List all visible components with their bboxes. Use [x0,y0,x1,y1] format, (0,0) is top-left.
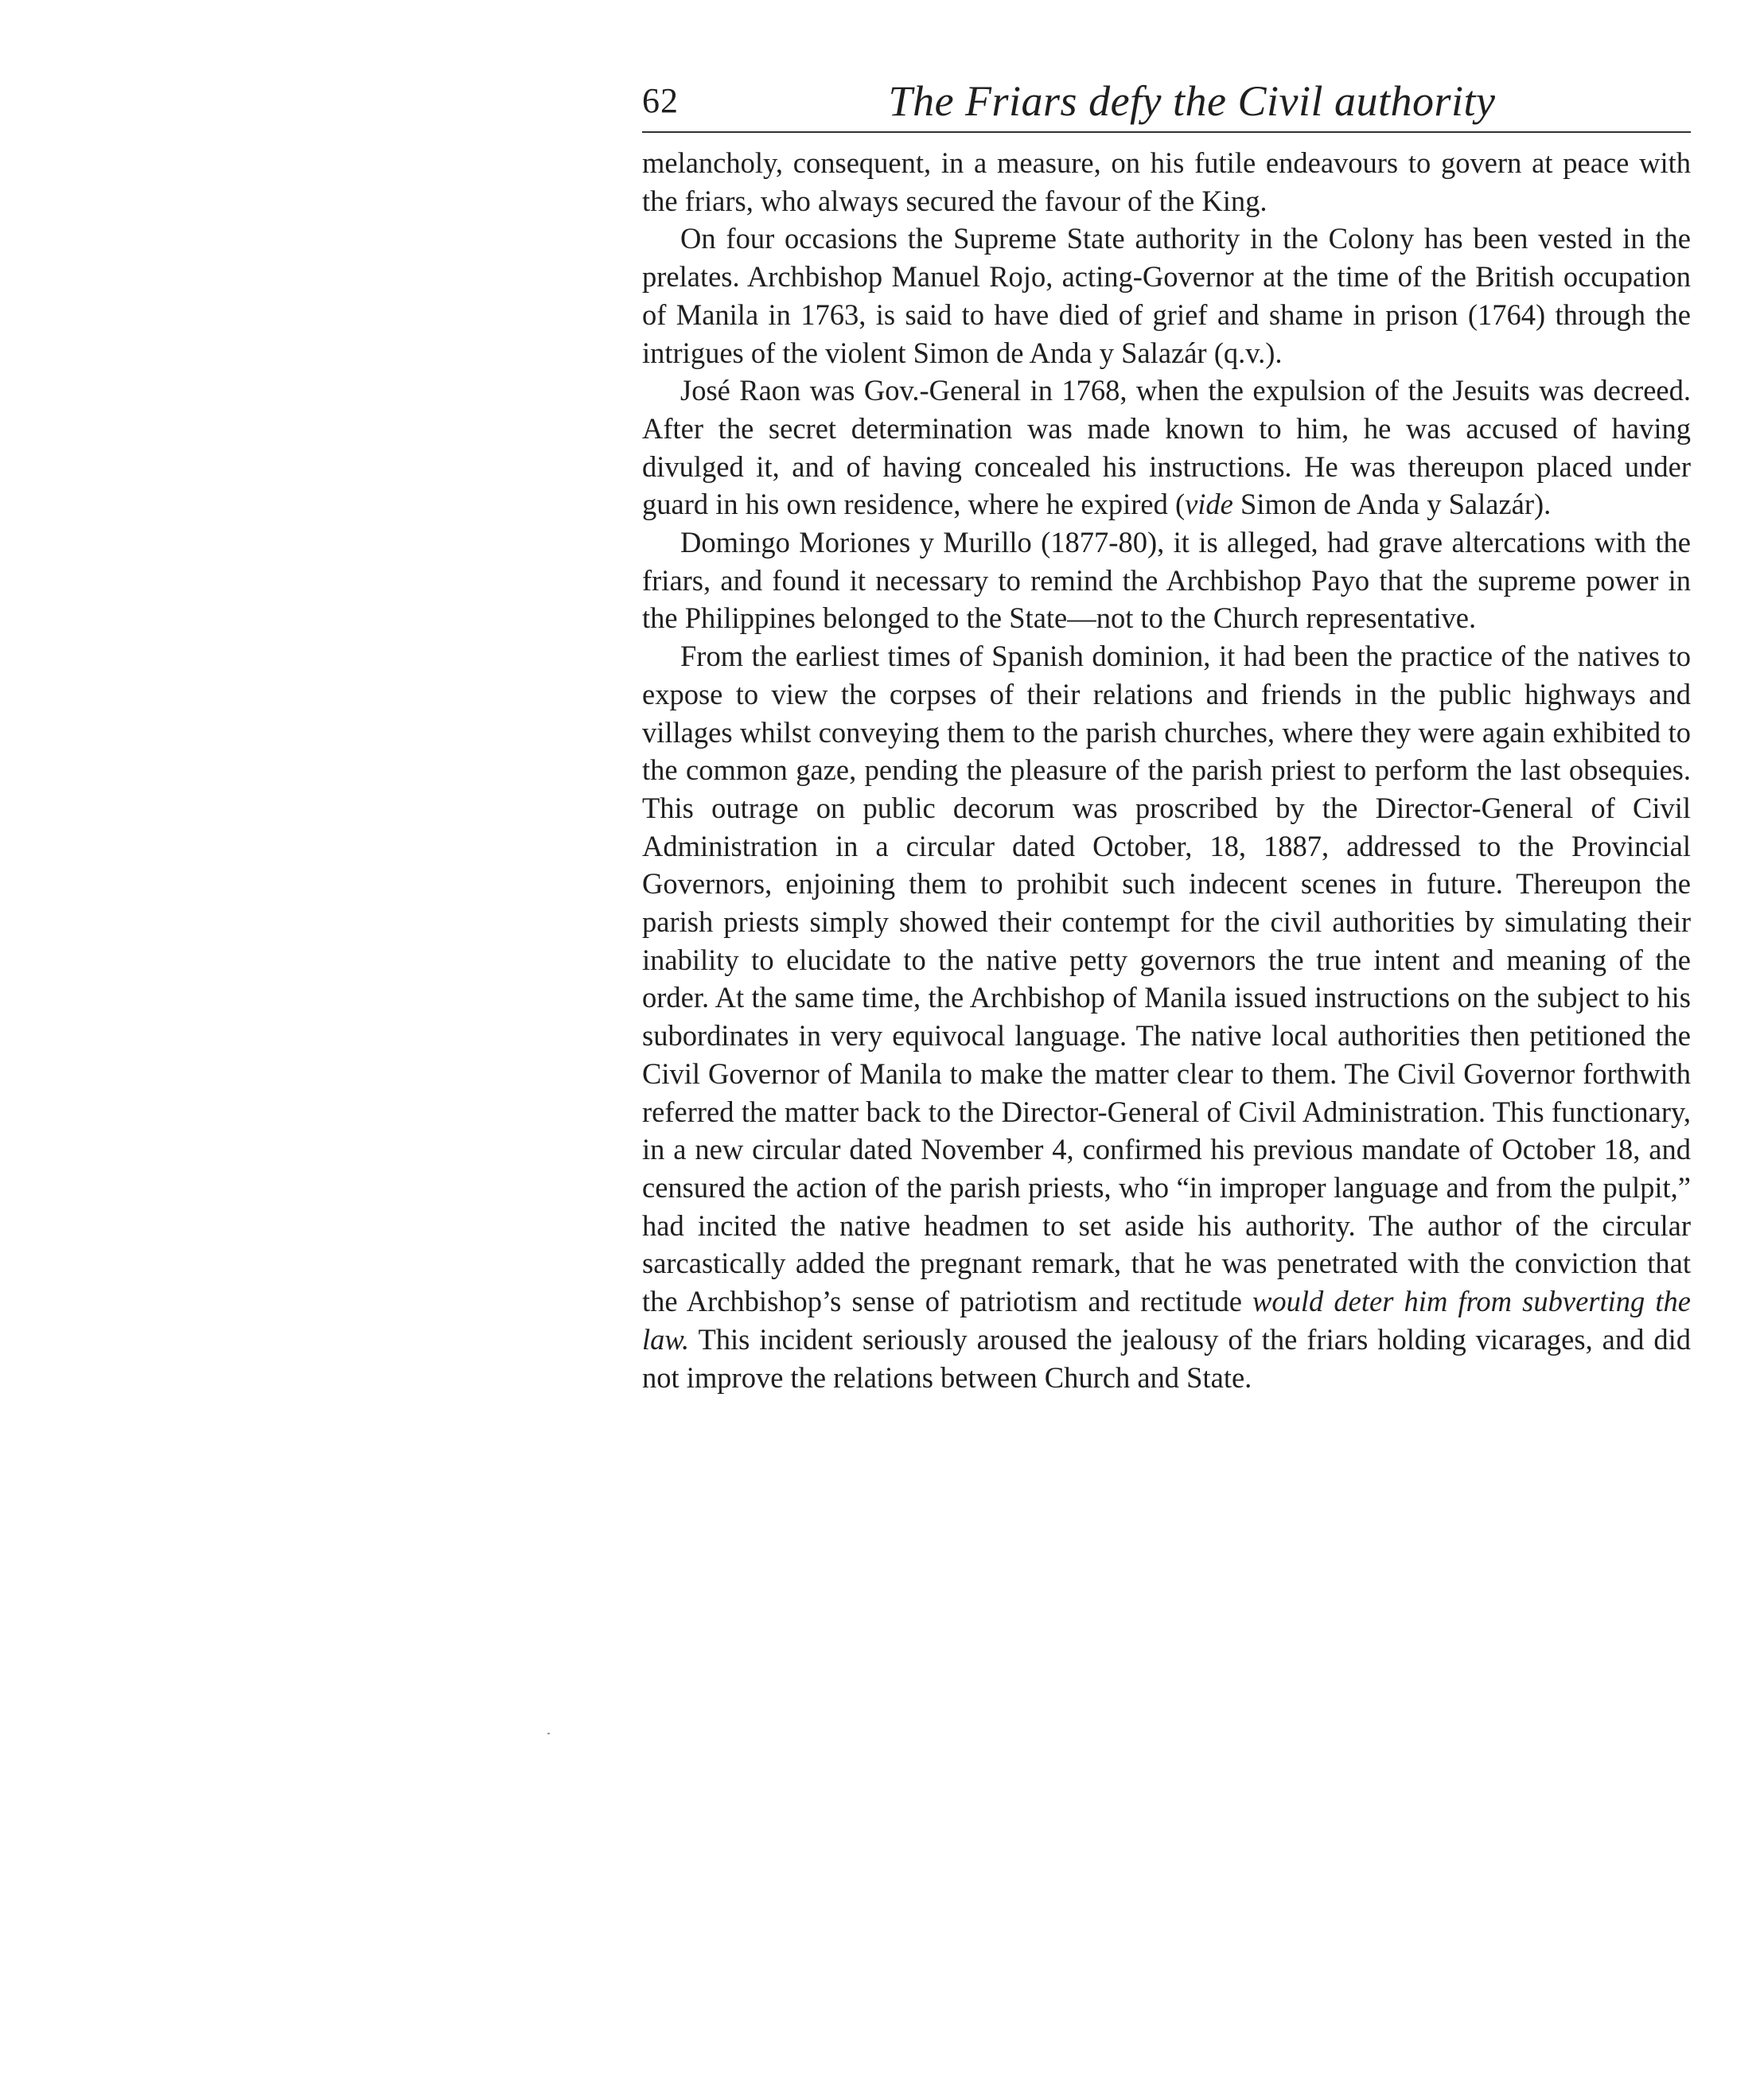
body-text [642,144,1691,1396]
paragraph-5-italic: would deter him from subverting the law. [642,1285,1691,1356]
paragraph-3-italic: vide [1185,488,1233,521]
paragraph-5 [642,637,1691,1396]
running-head [642,76,1691,133]
paragraph-3 [642,372,1691,523]
paragraph-5-text-b: This incident seriously aroused the jealousy of the friars holding vicarages, and did not improve the relations between Church and State. [642,1322,1691,1394]
running-title: The Friars defy the Civil authority [888,77,1496,125]
paragraph-4: Domingo Moriones y Murillo (1877-80), it is alleged, had grave altercations with the friars, and found it necessary to remind the Archbishop Payo that the supreme power in the Philippines belonged to the State—not to the Church representative. [642,526,1691,635]
margin-mark [547,1733,550,1734]
paragraph-2: On four occasions the Supreme State authority in the Colony has been vested in the prelates. Archbishop Manuel Rojo, acting-Governor at the time of the British occupation of Manila in 1763, is said to have died of grief and shame in prison (1764) through the intrigues of the violent Simon de Anda y Salazár (q.v.). [642,222,1691,369]
paragraph-5-text-a: From the earliest times of Spanish dominion, it had been the practice of the natives to expose to view the corpses of their relations and friends in the public highways and villages whilst conveying them to the parish churches, where they were again exhibited to the common gaze, pending the pleasure of the parish priest to perform the last obsequies. This outrage on public decorum was proscribed by the Director-General of Civil Administration in a circular dated October, 18, 1887, addressed to the Provincial Governors, enjoining them to prohibit such indecent scenes in future. Thereupon the parish priests simply showed their contempt for the civil authorities by simulating their inability to elucidate to the native petty governors the true intent and meaning of the order. At the same time, the Archbishop of Manila issued instructions on the subject to his subordinates in very equivocal language. The native local authorities then petitioned the Civil Governor of Manila to make the matter clear to them. The Civil Governor forthwith referred the matter back to the Director-General of Civil Administration. This functionary, in a new circular dated November 4, confirmed his previous mandate of October 18, and censured the action of the parish priests, who “in improper language and from the pulpit,” had incited the native headmen to set aside his authority. The author of the circular sarcastically added the pregnant remark, that he was penetrated with the conviction that the Archbishop’s sense of patriotism and rectitude [642,640,1691,1318]
paragraph-3-text-a: José Raon was Gov.-General in 1768, when the expulsion of the Jesuits was decreed. After the secret determination was made known to him, he was accused of having divulged it, and of having concealed his instructions. He was thereupon placed under guard in his own residence, where he expired ( [642,374,1691,521]
page-number: 62 [642,81,679,120]
paragraph-3-text-b: Simon de Anda y Salazár). [1232,488,1552,521]
book-page [642,76,1691,1396]
paragraph-1: melancholy, consequent, in a measure, on his futile endeavours to govern at peace with the friars, who always secured the favour of the King. [642,146,1691,217]
